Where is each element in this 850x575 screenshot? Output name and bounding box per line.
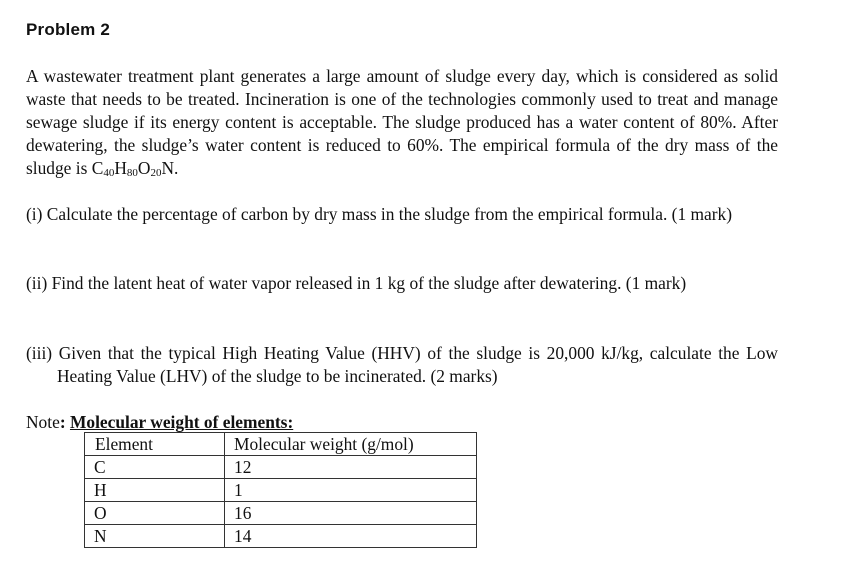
cell-weight: 14 [225, 525, 477, 548]
formula-o: O [137, 158, 151, 178]
intro-paragraph [26, 65, 778, 180]
note-colon: : [59, 412, 70, 432]
question-3-text: Given that the typical High Heating Value (HHV) of the sludge is 20,000 kJ/kg, calculate the Low Heating Value (LHV) of the sludge to be incinerated. (2 marks) [57, 343, 778, 386]
note-heading: Molecular weight of elements: [69, 412, 294, 432]
intro-end: . [174, 158, 179, 178]
cell-weight: 1 [225, 479, 477, 502]
intro-text: A wastewater treatment plant generates a large amount of sludge every day, which is considered as solid waste that needs to be treated. Incineration is one of the technologies commonly used to treat and manage sewage sludge if its energy content is acceptable. The sludge produced has a water content of 80%. After dewatering, the sludge’s water content is reduced to 60%. The empirical formula of the dry mass of the sludge is [26, 66, 778, 178]
formula-c-subscript: 40 [103, 167, 115, 179]
table-row [85, 502, 477, 525]
table-header-row [85, 433, 477, 456]
question-3-label: (iii) [26, 343, 53, 363]
question-2-label: (ii) [26, 273, 48, 293]
empirical-formula [92, 158, 174, 178]
cell-weight: 16 [225, 502, 477, 525]
cell-element: H [85, 479, 225, 502]
header-molecular-weight: Molecular weight (g/mol) [225, 433, 477, 456]
formula-o-subscript: 20 [150, 167, 162, 179]
question-2-text: Find the latent heat of water vapor released in 1 kg of the sludge after dewatering. (1 mark) [51, 273, 687, 293]
note-prefix: Note [26, 412, 60, 432]
cell-element: O [85, 502, 225, 525]
header-element: Element [85, 433, 225, 456]
formula-h: H [114, 158, 127, 178]
question-1 [26, 203, 778, 226]
cell-element: N [85, 525, 225, 548]
cell-element: C [85, 456, 225, 479]
formula-c: C [91, 158, 104, 178]
cell-weight: 12 [225, 456, 477, 479]
formula-h-subscript: 80 [126, 167, 138, 179]
question-1-text: Calculate the percentage of carbon by dry mass in the sludge from the empirical formula. (1 mark) [46, 204, 733, 224]
molecular-weight-table [84, 432, 477, 548]
question-3 [26, 342, 778, 388]
note-line [26, 411, 293, 433]
question-1-label: (i) [26, 204, 43, 224]
problem-title: Problem 2 [26, 20, 110, 39]
formula-n: N [161, 158, 174, 178]
table-row [85, 479, 477, 502]
question-2 [26, 272, 778, 295]
table-row [85, 456, 477, 479]
table-row [85, 525, 477, 548]
